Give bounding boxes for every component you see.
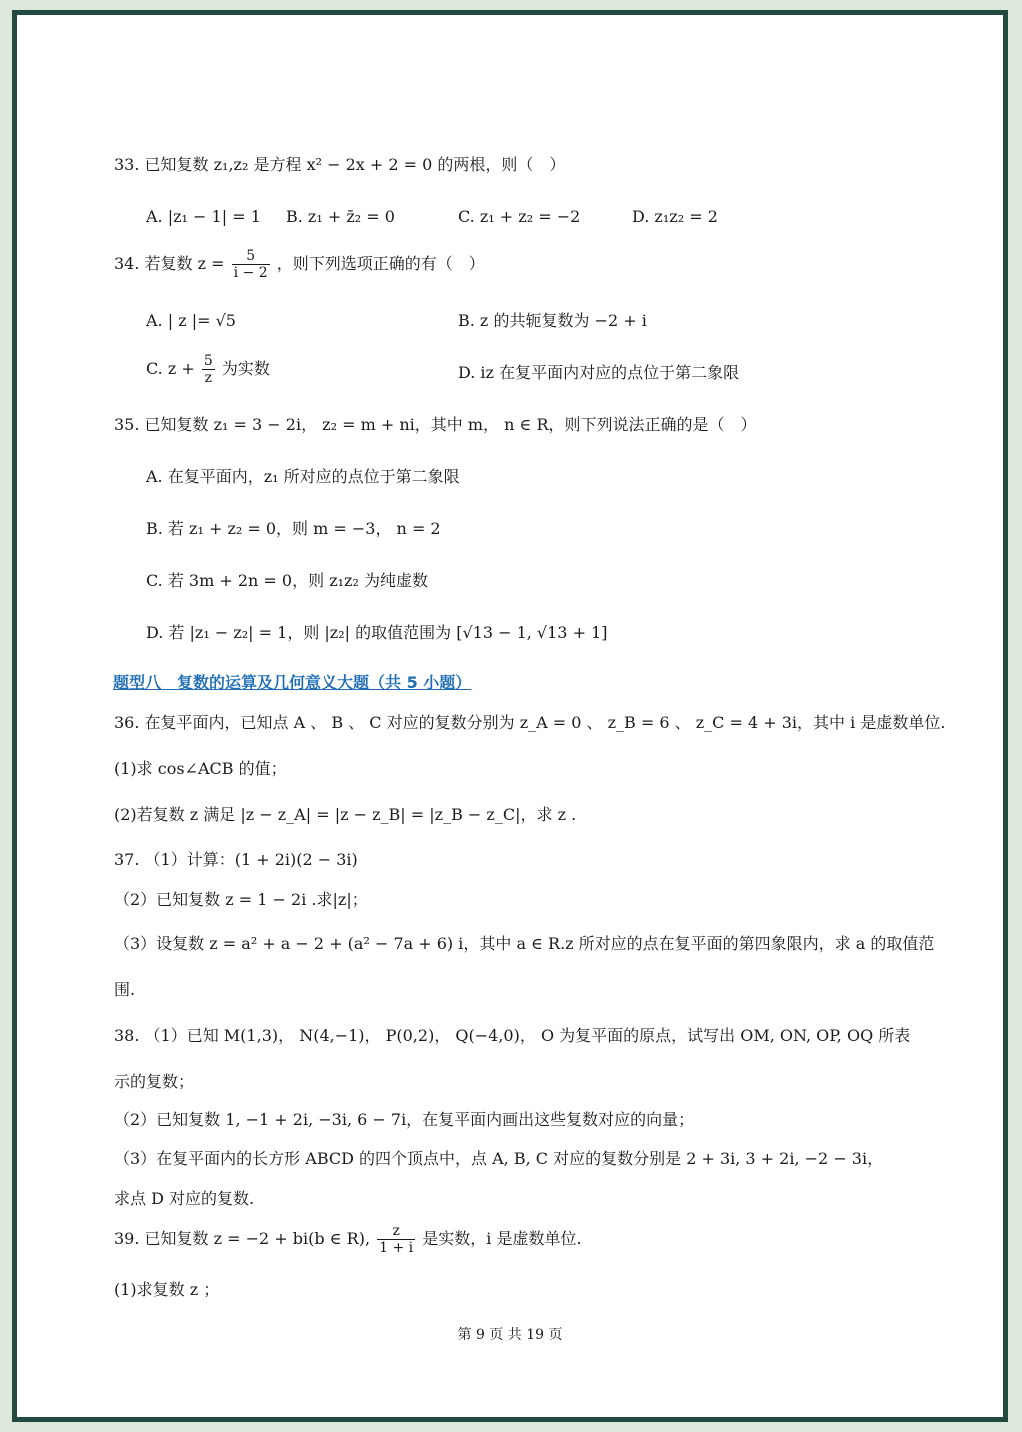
q39-stem (114, 1223, 582, 1256)
q34-c-fraction (202, 353, 215, 386)
q34-stem (114, 248, 485, 281)
q34-fraction (232, 248, 270, 281)
page-frame (12, 10, 1008, 1422)
q39-stem-pre: 39. 已知复数 z = −2 + bi(b ∈ R), (114, 1229, 371, 1248)
q35-option-d: D. 若 |z₁ − z₂| = 1，则 |z₂| 的取值范围为 [√13 − 1, √13 + 1] (146, 623, 608, 642)
q35-option-c: C. 若 3m + 2n = 0，则 z₁z₂ 为纯虚数 (146, 571, 428, 590)
page-footer: 第 9 页 共 19 页 (457, 1327, 563, 1343)
q36-part1: (1)求 cos∠ACB 的值； (114, 759, 287, 778)
q38-part1: 38. （1）已知 M(1,3)， N(4,−1)， P(0,2)， Q(−4,0)， O 为复平面的原点，试写出 OM, ON, OP, OQ 所表 (114, 1026, 911, 1045)
q37-part2: （2）已知复数 z = 1 − 2i .求|z|； (114, 890, 368, 909)
q34-stem-post: ，则下列选项正确的有（ ） (276, 254, 485, 273)
q38-part3: （3）在复平面内的长方形 ABCD 的四个顶点中，点 A, B, C 对应的复数分别是 2 + 3i, 3 + 2i, −2 − 3i， (114, 1149, 884, 1168)
q34-frac-num: 5 (232, 248, 270, 265)
q37-part3: （3）设复数 z = a² + a − 2 + (a² − 7a + 6) i，其中 a ∈ R.z 所对应的点在复平面的第四象限内，求 a 的取值范 (114, 934, 935, 953)
q39-frac-den: 1 + i (379, 1240, 414, 1256)
q34-stem-pre: 34. 若复数 z = (114, 254, 225, 273)
q33-option-c: C. z₁ + z₂ = −2 (458, 207, 581, 226)
q36-part2: (2)若复数 z 满足 |z − z_A| = |z − z_B| = |z_B − z_C|，求 z . (114, 805, 577, 824)
q33-option-d: D. z₁z₂ = 2 (632, 207, 718, 226)
q38-part1-cont: 示的复数； (114, 1072, 195, 1091)
q38-part3-cont: 求点 D 对应的复数. (114, 1189, 255, 1208)
q39-fraction (377, 1223, 415, 1256)
q34-c-post: 为实数 (221, 359, 270, 378)
q35-stem: 35. 已知复数 z₁ = 3 − 2i， z₂ = m + ni，其中 m， n ∈ R，则下列说法正确的是（ ） (114, 415, 757, 434)
q38-part2: （2）已知复数 1, −1 + 2i, −3i, 6 − 7i，在复平面内画出这些复数对应的向量； (114, 1110, 695, 1129)
q34-option-a: A. | z |= √5 (146, 311, 236, 330)
q34-c-pre: C. z + (146, 359, 195, 378)
q34-option-d: D. iz 在复平面内对应的点位于第二象限 (458, 363, 740, 382)
q39-frac-num: z (377, 1223, 415, 1240)
q37-part3-cont: 围. (114, 980, 136, 999)
q34-c-den: z (204, 370, 213, 386)
q35-option-b: B. 若 z₁ + z₂ = 0，则 m = −3， n = 2 (146, 519, 441, 538)
q39-part1: (1)求复数 z ； (114, 1280, 220, 1299)
q37-part1: 37. （1）计算：(1 + 2i)(2 − 3i) (114, 850, 358, 869)
q34-c-num: 5 (203, 353, 213, 369)
q34-option-c (146, 353, 270, 386)
q36-stem: 36. 在复平面内，已知点 A 、 B 、 C 对应的复数分别为 z_A = 0 、 z_B = 6 、 z_C = 4 + 3i，其中 i 是虚数单位. (114, 713, 946, 732)
q33-option-b: B. z₁ + z̄₂ = 0 (286, 207, 395, 226)
q33-stem: 33. 已知复数 z₁,z₂ 是方程 x² − 2x + 2 = 0 的两根，则（ ） (114, 155, 566, 174)
q34-option-b: B. z 的共轭复数为 −2 + i (458, 311, 647, 330)
section-title: 题型八 复数的运算及几何意义大题（共 5 小题） (113, 673, 472, 692)
document-page (17, 15, 1003, 1417)
q34-frac-den: i − 2 (233, 265, 268, 281)
q39-stem-post: 是实数，i 是虚数单位. (422, 1229, 582, 1248)
q35-option-a: A. 在复平面内，z₁ 所对应的点位于第二象限 (146, 467, 460, 486)
q33-option-a: A. |z₁ − 1| = 1 (146, 207, 261, 226)
